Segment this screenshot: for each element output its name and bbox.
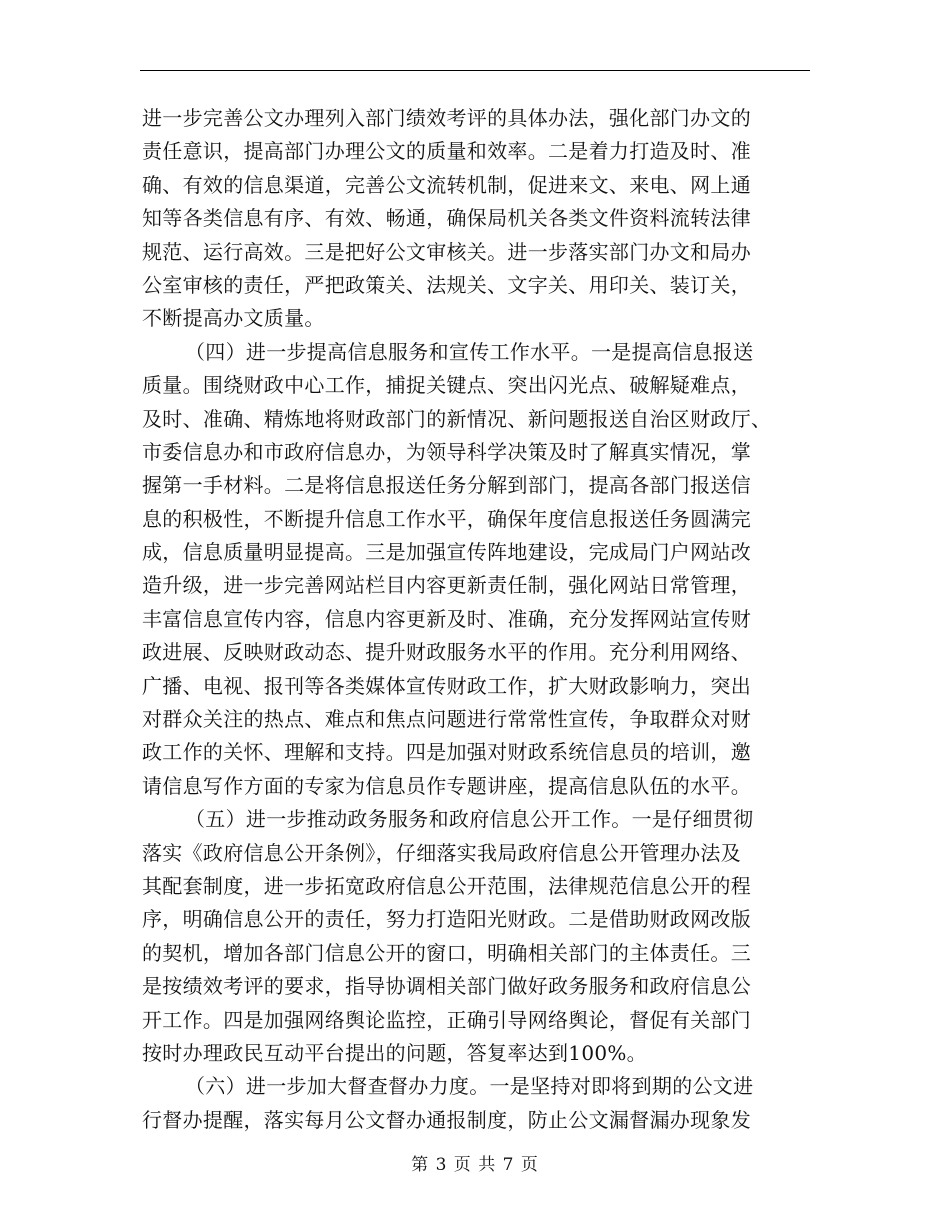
text-line: 知等各类信息有序、有效、畅通，确保局机关各类文件资料流转法律 xyxy=(142,206,751,231)
text-line: 请信息写作方面的专家为信息员作专题讲座，提高信息队伍的水平。 xyxy=(142,773,751,798)
text-line: 息的积极性，不断提升信息工作水平，确保年度信息报送任务圆满完 xyxy=(142,506,751,531)
paragraph-start-line: （六）进一步加大督查督办力度。一是坚持对即将到期的公文进 xyxy=(185,1074,754,1099)
text-line: 责任意识，提高部门办理公文的质量和效率。二是着力打造及时、准 xyxy=(142,139,751,164)
page-number-footer: 第 3 页 共 7 页 xyxy=(411,1155,539,1175)
text-line: 政进展、反映财政动态、提升财政服务水平的作用。充分利用网络、 xyxy=(142,640,751,665)
text-line: 进一步完善公文办理列入部门绩效考评的具体办法，强化部门办文的 xyxy=(142,106,751,130)
text-line: 其配套制度，进一步拓宽政府信息公开范围，法律规范信息公开的程 xyxy=(142,873,751,898)
text-line: 确、有效的信息渠道，完善公文流转机制，促进来文、来电、网上通 xyxy=(142,172,751,197)
document-body xyxy=(142,102,810,1137)
text-line: 公室审核的责任，严把政策关、法规关、文字关、用印关、装订关， xyxy=(142,272,751,297)
text-line: 的契机，增加各部门信息公开的窗口，明确相关部门的主体责任。三 xyxy=(142,940,751,965)
text-line: 广播、电视、报刊等各类媒体宣传财政工作，扩大财政影响力，突出 xyxy=(142,673,751,698)
text-line: 握第一手材料。二是将信息报送任务分解到部门，提高各部门报送信 xyxy=(142,473,751,498)
text-line: 开工作。四是加强网络舆论监控，正确引导网络舆论，督促有关部门 xyxy=(142,1007,751,1032)
paragraph-start-line: （四）进一步提高信息服务和宣传工作水平。一是提高信息报送 xyxy=(185,339,754,364)
text-line: 按时办理政民互动平台提出的问题，答复率达到100%。 xyxy=(142,1040,647,1065)
text-line: 造升级，进一步完善网站栏目内容更新责任制，强化网站日常管理， xyxy=(142,573,751,598)
text-line: 落实《政府信息公开条例》，仔细落实我局政府信息公开管理办法及 xyxy=(142,840,741,865)
text-line: 质量。围绕财政中心工作，捕捉关键点、突出闪光点、破解疑难点， xyxy=(142,373,751,398)
header-rule xyxy=(140,70,810,71)
text-line: 行督办提醒，落实每月公文督办通报制度，防止公文漏督漏办现象发 xyxy=(142,1107,751,1132)
text-line: 是按绩效考评的要求，指导协调相关部门做好政务服务和政府信息公 xyxy=(142,974,751,999)
text-line: 不断提高办文质量。 xyxy=(142,306,325,331)
text-line: 成，信息质量明显提高。三是加强宣传阵地建设，完成局门户网站改 xyxy=(142,540,751,565)
paragraph-start-line: （五）进一步推动政务服务和政府信息公开工作。一是仔细贯彻 xyxy=(185,807,754,832)
text-line: 丰富信息宣传内容，信息内容更新及时、准确，充分发挥网站宣传财 xyxy=(142,606,751,631)
text-line: 及时、准确、精炼地将财政部门的新情况、新问题报送自治区财政厅、 xyxy=(142,406,772,431)
text-line: 政工作的关怀、理解和支持。四是加强对财政系统信息员的培训，邀 xyxy=(142,740,751,765)
text-line: 序，明确信息公开的责任，努力打造阳光财政。二是借助财政网改版 xyxy=(142,907,751,932)
text-line: 对群众关注的热点、难点和焦点问题进行常常性宣传，争取群众对财 xyxy=(142,707,751,732)
text-line: 市委信息办和市政府信息办，为领导科学决策及时了解真实情况，掌 xyxy=(142,439,751,464)
text-line: 规范、运行高效。三是把好公文审核关。进一步落实部门办文和局办 xyxy=(142,239,751,264)
